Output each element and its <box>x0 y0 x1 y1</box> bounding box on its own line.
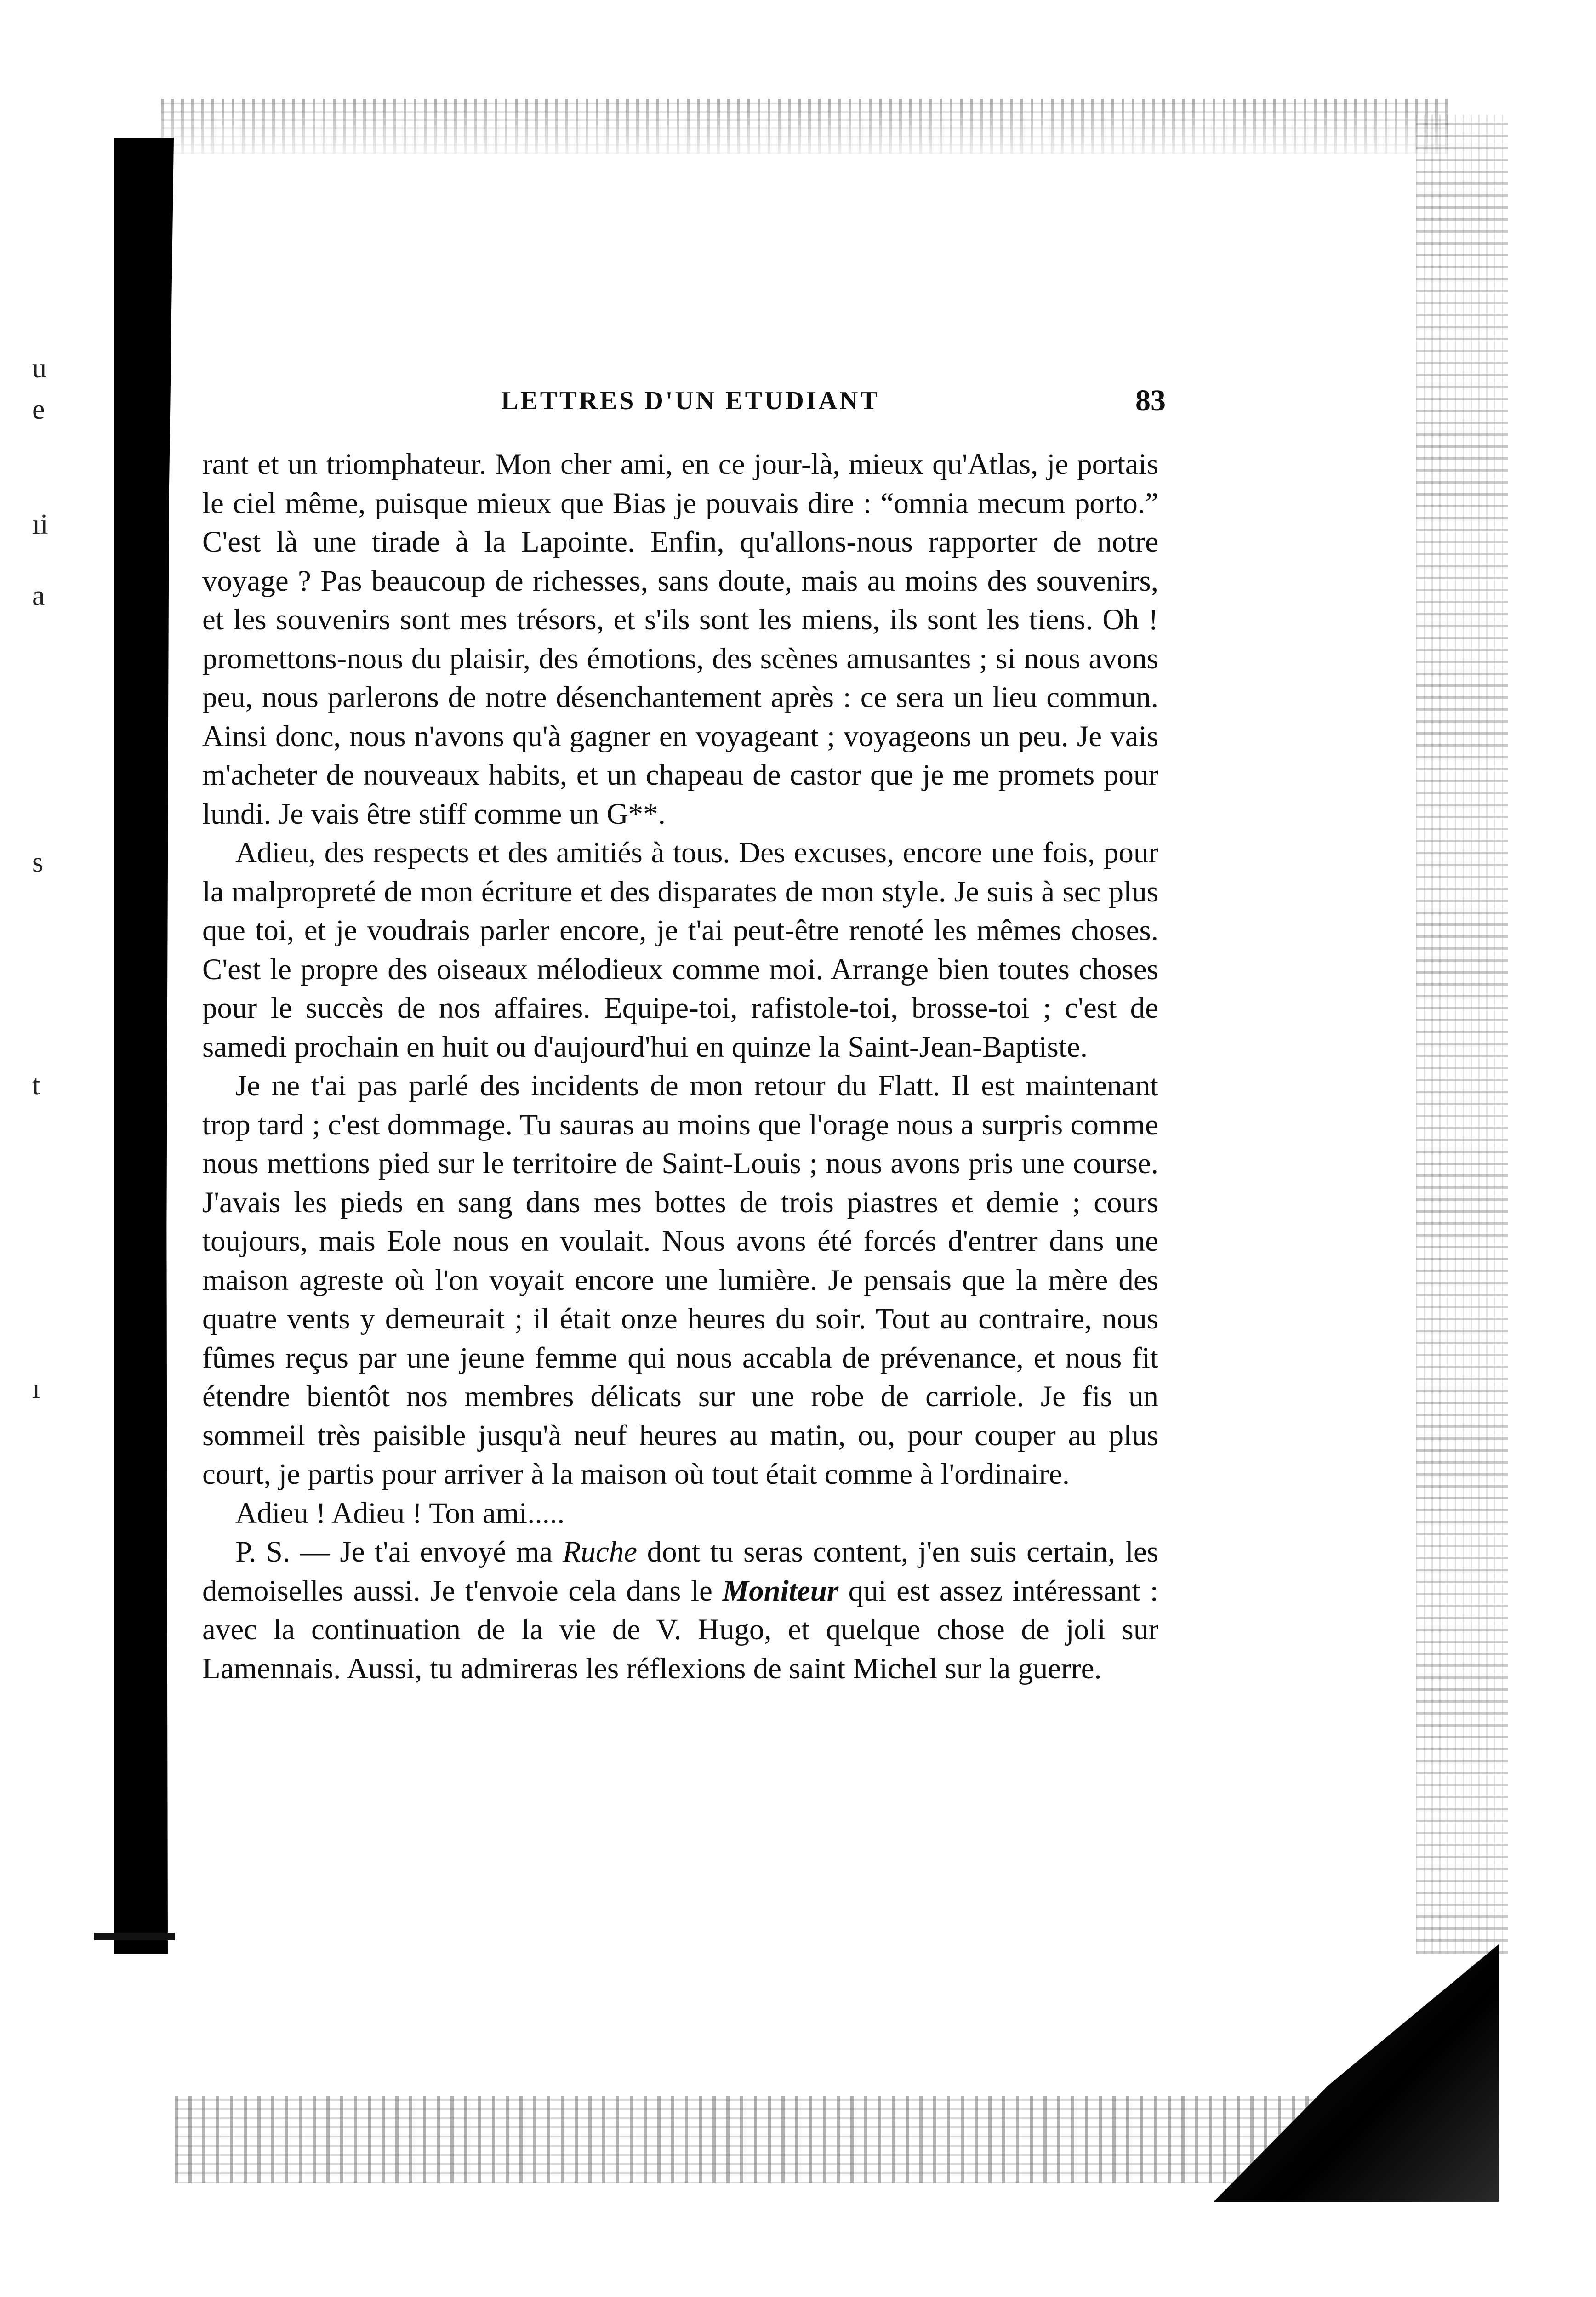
margin-fragment: a <box>32 580 45 611</box>
paragraph-text: qui est assez intéressant : avec la continuation de la vie de V. Hugo, et quelque chose de joli sur Lamennais. Aussi, tu admireras les réflexions de saint Michel sur la guerre. <box>202 1574 1158 1685</box>
running-head <box>501 386 1200 423</box>
running-title: LETTRES D'UN ETUDIANT <box>501 387 880 415</box>
paragraph <box>202 1494 1158 1533</box>
paragraph <box>202 1066 1158 1494</box>
page-number: 83 <box>1135 384 1166 417</box>
scan-noise-right <box>1416 115 1508 1954</box>
binding-rule <box>94 1933 175 1940</box>
scan-noise-top <box>161 99 1448 154</box>
margin-fragment: e <box>32 394 45 425</box>
margin-fragment: t <box>32 1070 40 1101</box>
letter-body <box>202 445 1158 1688</box>
paragraph-text: dont tu seras content, j'en suis certain, les demoiselles aussi. Je t'envoie cela dans le <box>202 1535 1158 1607</box>
binding-shadow <box>114 138 174 1954</box>
page-corner-shadow <box>1214 1944 1499 2202</box>
margin-fragment: s <box>32 847 44 878</box>
scan-noise-bottom <box>175 2096 1347 2183</box>
paragraph <box>202 1533 1158 1688</box>
paragraph-text: Adieu, des respects et des amitiés à tous. Des excuses, encore une fois, pour la malpropreté de mon écriture et des disparates de mon style. Je suis à sec plus que toi, et je voudrais parler encore, je t'ai peut-être renoté les mêmes choses. C'est le propre des oiseaux mélodieux comme moi. Arrange bien toutes choses pour le succès de nos affaires. Equipe-toi, rafistole-toi, brosse-toi ; c'est de samedi prochain en huit ou d'aujourd'hui en quinze la Saint-Jean-Baptiste. <box>202 836 1158 1064</box>
paragraph <box>202 445 1158 833</box>
margin-fragment: ıi <box>32 509 48 540</box>
paragraph-text: rant et un triomphateur. Mon cher ami, en ce jour-là, mieux qu'Atlas, je portais le ciel même, puisque mieux que Bias je pouvais dire : “omnia mecum porto.” C'est là une tirade à la Lapointe. Enfin, qu'allons-nous rapporter de notre voyage ? Pas beaucoup de richesses, sans doute, mais au moins des souvenirs, et les souvenirs sont mes trésors, et s'ils sont les miens, ils sont les tiens. Oh ! promettons-nous du plaisir, des émotions, des scènes amusantes ; si nous avons peu, nous parlerons de notre désenchantement après : ce sera un lieu commun. Ainsi donc, nous n'avons qu'à gagner en voyageant ; voyageons un peu. Je vais m'acheter de nouveaux habits, et un chapeau de castor que je me promets pour lundi. Je vais être stiff comme un G**. <box>202 448 1158 831</box>
margin-fragment: u <box>32 353 46 384</box>
title-moniteur: Moniteur <box>722 1574 839 1607</box>
paragraph-text: P. S. — Je t'ai envoyé ma <box>235 1535 563 1568</box>
title-ruche: Ruche <box>562 1535 638 1568</box>
paragraph-text: Adieu ! Adieu ! Ton ami..... <box>235 1496 565 1530</box>
paragraph-text: Je ne t'ai pas parlé des incidents de mon retour du Flatt. Il est maintenant trop tard ; c'est dommage. Tu sauras au moins que l'orage nous a surpris comme nous mettions pied sur le territoire de Saint-Louis ; nous avons pris une course. J'avais les pieds en sang dans mes bottes de trois piastres et demie ; cours toujours, mais Eole nous en voulait. Nous avons été forcés d'entrer dans une maison agreste où l'on voyait encore une lumière. Je pensais que la mère des quatre vents y demeurait ; il était onze heures du soir. Tout au contraire, nous fûmes reçus par une jeune femme qui nous accabla de prévenance, et nous fit étendre bientôt nos membres délicats sur une robe de carriole. Je fis un sommeil très paisible jusqu'à neuf heures au matin, ou, pour couper au plus court, je partis pour arriver à la maison où tout était comme à l'ordinaire. <box>202 1069 1158 1491</box>
margin-fragment: ı <box>32 1373 40 1404</box>
paragraph <box>202 833 1158 1066</box>
